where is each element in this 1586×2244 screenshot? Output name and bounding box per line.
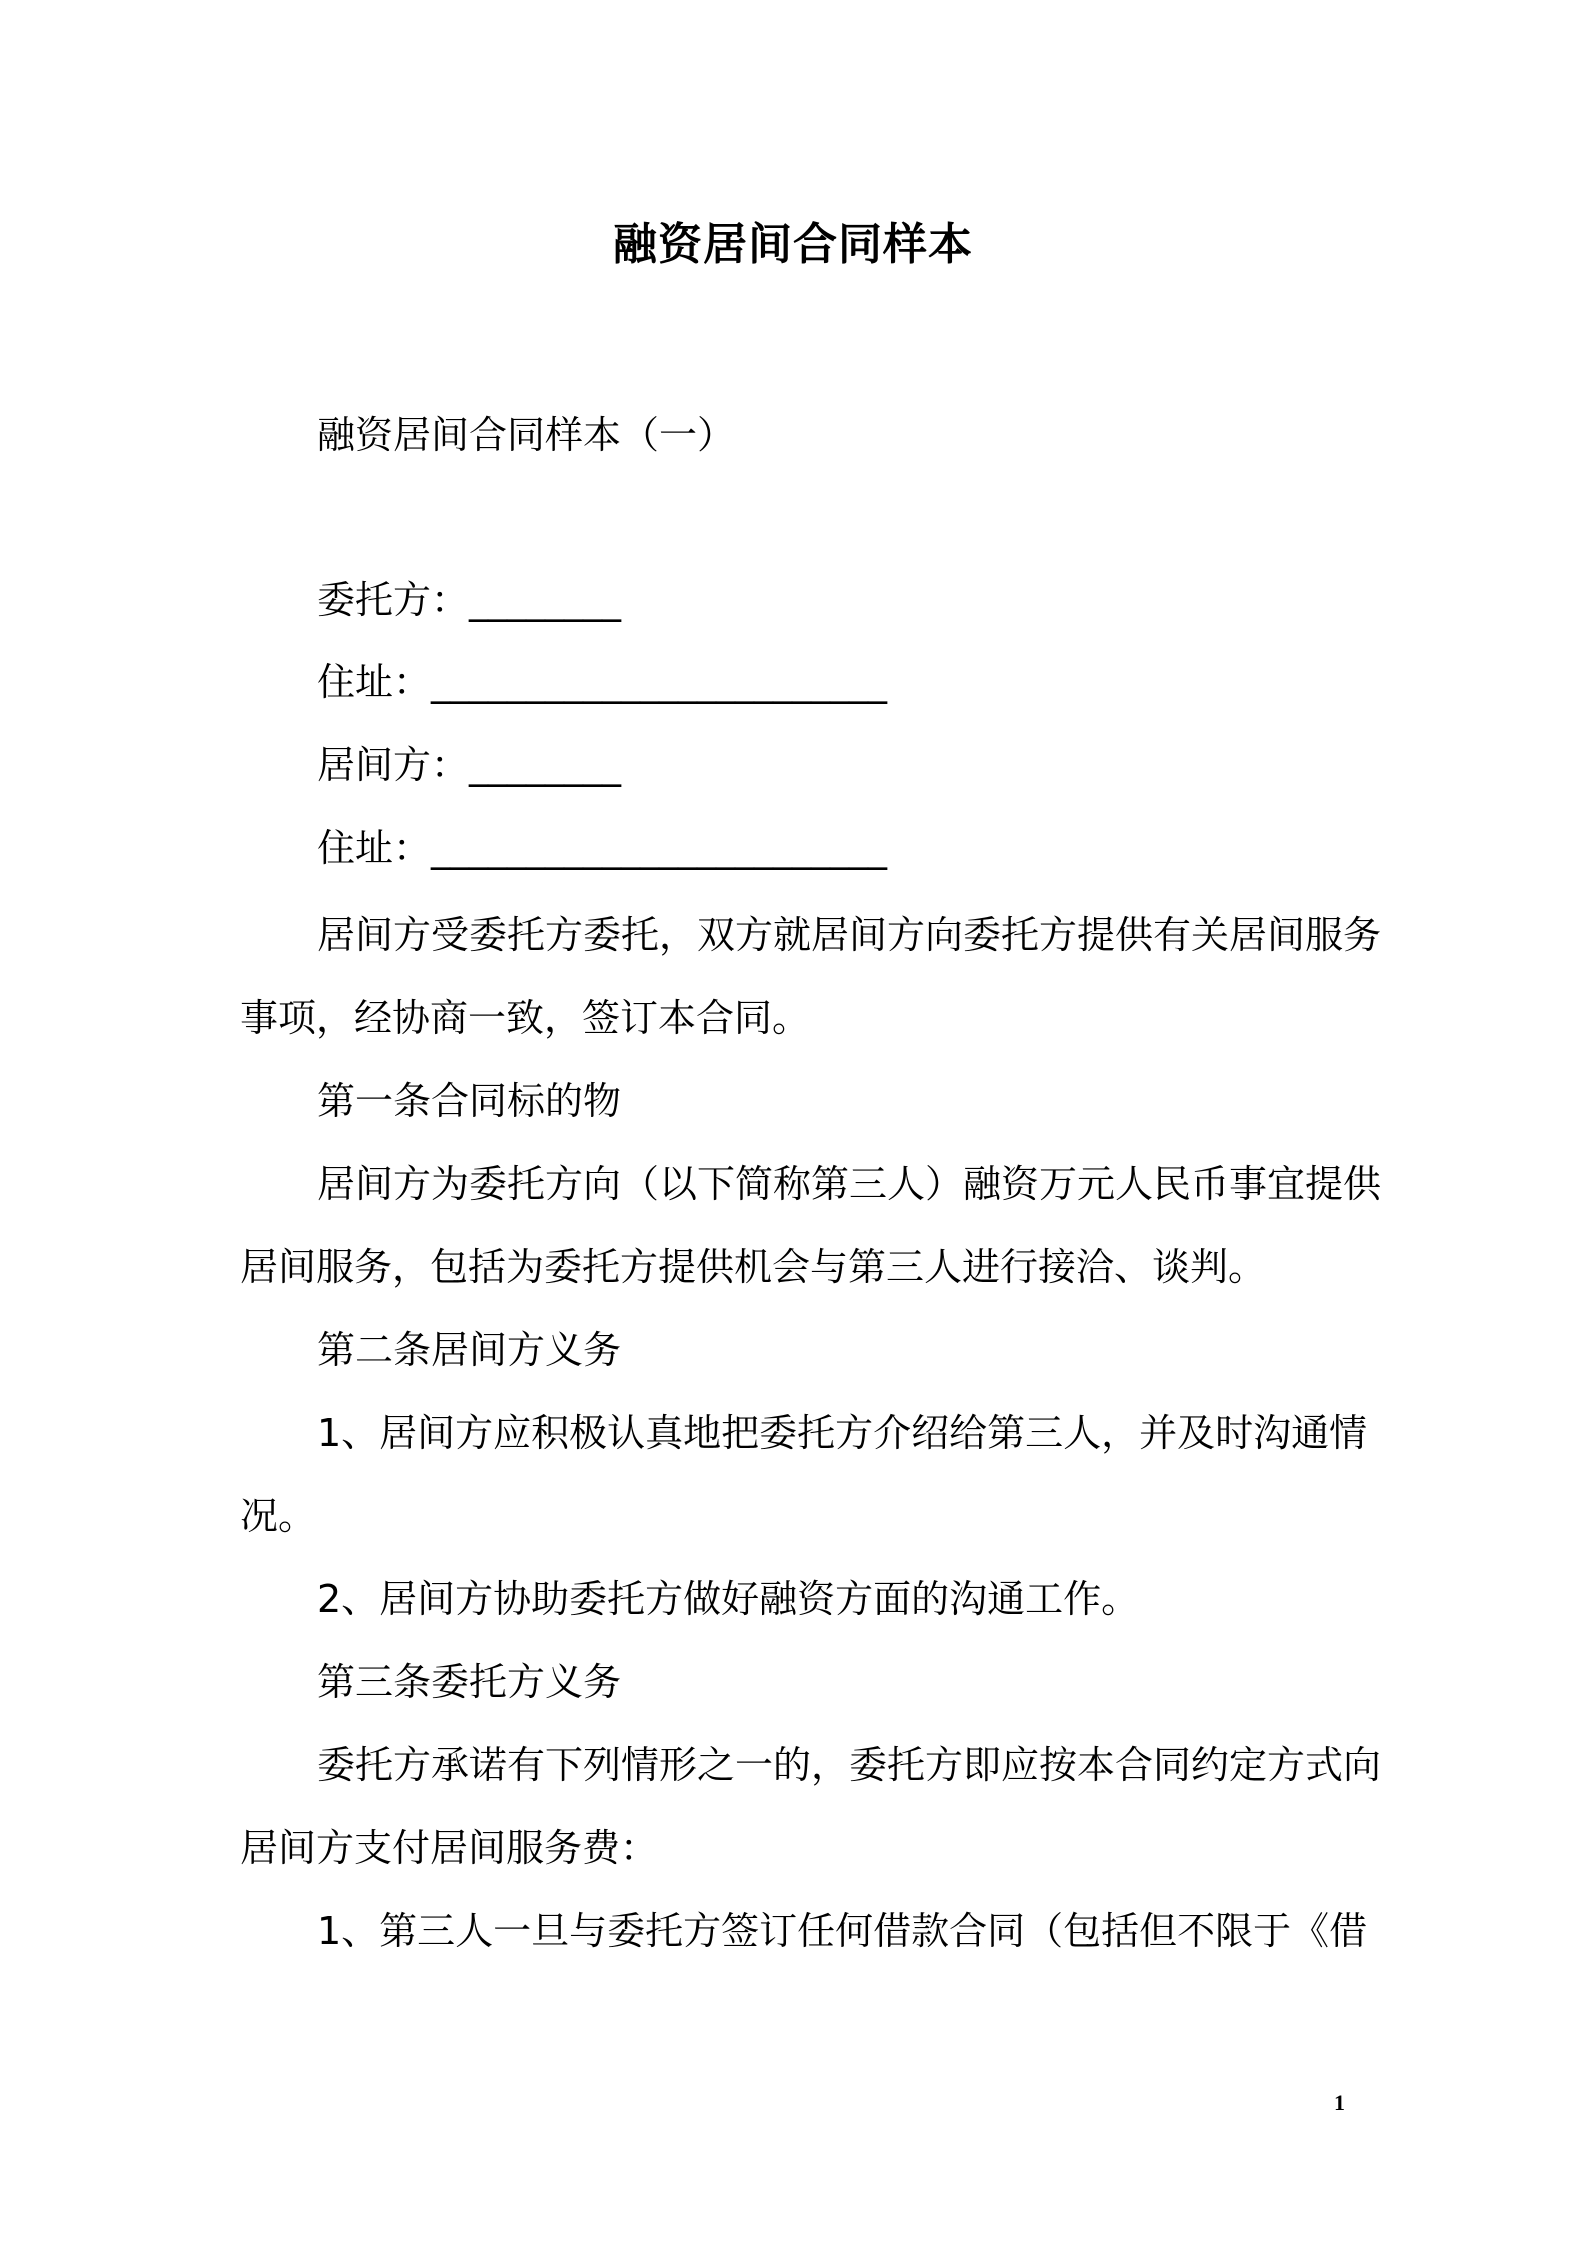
article-1-line-1: 居间方为委托方向（以下简称第三人）融资万元人民币事宜提供 [317,1162,1382,1206]
article-1-line-2: 居间服务，包括为委托方提供机会与第三人进行接洽、谈判。 [240,1245,1267,1289]
article-2-item-1-line-1: 1、居间方应积极认真地把委托方介绍给第三人，并及时沟通情 [317,1411,1368,1455]
page-number: 1 [1334,2090,1345,2115]
article-2-item-2: 2、居间方协助委托方做好融资方面的沟通工作。 [317,1577,1140,1621]
broker-field: 居间方：________ [317,743,622,787]
client-field: 委托方：________ [317,578,622,622]
article-3-heading: 第三条委托方义务 [317,1660,622,1704]
article-1-heading: 第一条合同标的物 [317,1079,622,1123]
article-3-line-2: 居间方支付居间服务费： [240,1826,659,1870]
intro-paragraph-line-1: 居间方受委托方委托，双方就居间方向委托方提供有关居间服务 [317,913,1382,957]
intro-paragraph-line-2: 事项，经协商一致，签订本合同。 [240,996,811,1040]
broker-address-field: 住址：________________________ [317,826,888,870]
client-address-field: 住址：________________________ [317,660,888,704]
article-3-line-1: 委托方承诺有下列情形之一的，委托方即应按本合同约定方式向 [317,1743,1382,1787]
article-2-heading: 第二条居间方义务 [317,1328,622,1372]
article-2-item-1-line-2: 况。 [240,1494,317,1538]
document-subtitle: 融资居间合同样本（一） [317,413,736,457]
article-3-item-1-line-1: 1、第三人一旦与委托方签订任何借款合同（包括但不限于《借 [317,1909,1368,1953]
document-title: 融资居间合同样本 [613,219,973,270]
